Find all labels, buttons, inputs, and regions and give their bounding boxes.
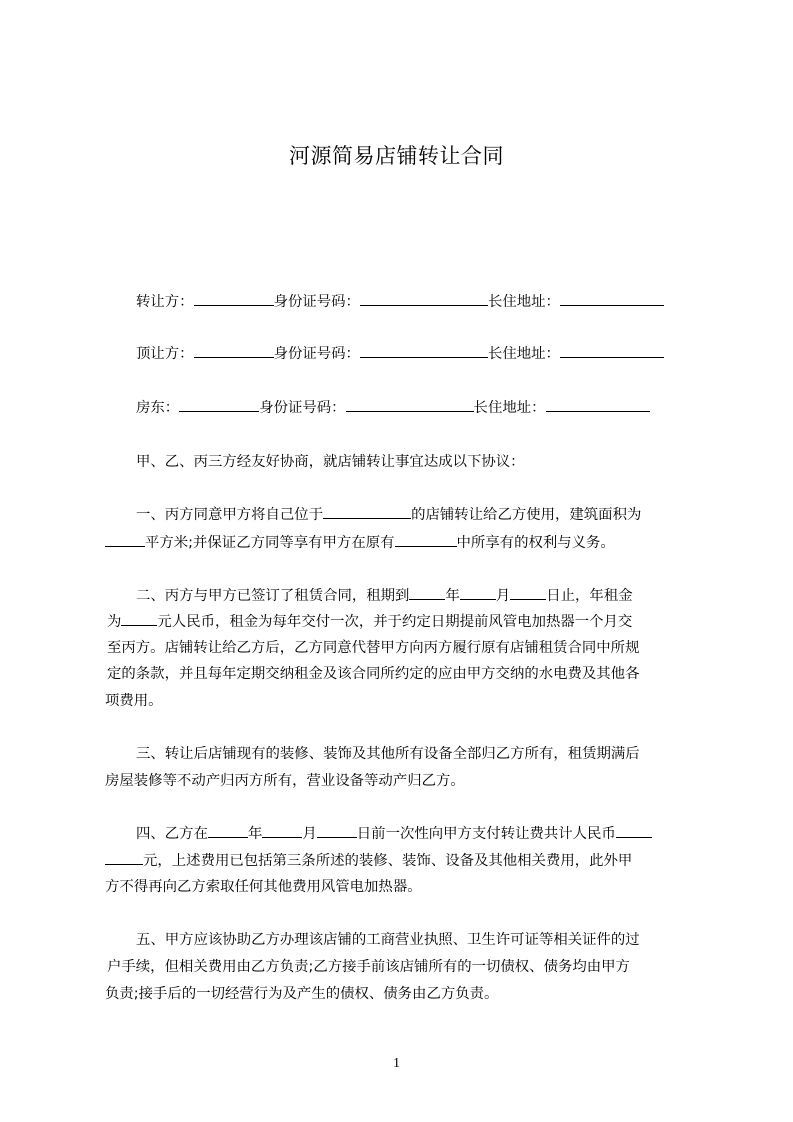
clause4-amount-blank-start [616,824,652,838]
landlord-address-blank [546,398,650,412]
clause1-line1 [136,505,641,525]
clause2-part-d: 元人民币，租金为每年交付一次，并于约定日期提前风管电加热器一个月交 [157,614,633,630]
clause2-year-label: 年 [445,588,460,604]
clause4-part-a: 四、乙方在 [136,826,208,842]
clause2-line2 [107,612,632,632]
clause4-month-label: 月 [302,826,317,842]
clause1-part-b: 的店铺转让给乙方使用，建筑面积为 [411,507,642,523]
transferor-id-blank [360,292,488,306]
clause2-day-blank [510,586,546,600]
clause2-line3: 至丙方。店铺转让给乙方后，乙方同意代替甲方向丙方履行原有店铺租赁合同中所规 [107,640,640,656]
clause4-month-blank [262,824,302,838]
page-number: 1 [393,1056,400,1071]
transferor-id-label: 身份证号码： [273,294,360,310]
clause1-contract-blank [395,533,457,547]
clause2-year-blank [409,586,445,600]
landlord-id-blank [346,398,474,412]
clause1-area-blank [105,533,145,547]
clause2-line1 [136,586,633,606]
transferee-line [136,344,664,364]
clause2-month-blank [460,586,496,600]
clause2-part-a: 二、丙方与甲方已签订了租赁合同，租期到 [136,588,410,604]
landlord-id-label: 身份证号码： [259,400,346,416]
clause3-line1: 三、转让后店铺现有的装修、装饰及其他所有设备全部归乙方所有，租赁期满后 [136,746,640,762]
transferor-address-label: 长住地址： [487,294,560,310]
transferor-name-blank [194,292,274,306]
clause2-part-b: 日止，年租金 [546,588,633,604]
clause2-line5: 项费用。 [105,693,163,709]
clause2-rent-blank [121,612,157,626]
clause4-line1 [136,824,652,844]
transferee-address-label: 长住地址： [487,346,560,362]
clause4-part-c: 元，上述费用已包括第三条所述的装修、装饰、设备及其他相关费用，此外甲 [143,853,633,869]
clause1-part-a: 一、丙方同意甲方将自己位于 [136,507,324,523]
clause1-part-c: 平方米;并保证乙方同等享有甲方在原有 [145,535,395,551]
clause4-part-b: 日前一次性向甲方支付转让费共计人民币 [356,826,616,842]
transferee-id-label: 身份证号码： [273,346,360,362]
intro-paragraph: 甲、乙、丙三方经友好协商，就店铺转让事宜达成以下协议： [136,454,525,470]
clause2-part-c: 为 [107,614,122,630]
page-title: 河源简易店铺转让合同 [289,144,504,168]
landlord-name-blank [179,398,259,412]
landlord-address-label: 长住地址： [473,400,546,416]
landlord-line [136,398,650,418]
transferee-id-blank [360,344,488,358]
transferor-address-blank [560,292,664,306]
clause2-month-label: 月 [495,588,511,604]
clause1-part-d: 中所享有的权利与义务。 [456,535,615,551]
clause4-line2 [105,851,632,871]
clause1-line2 [105,533,615,553]
clause4-day-blank [317,824,357,838]
transferee-label: 顶让方： [136,346,194,362]
landlord-label: 房东： [136,400,180,416]
transferor-line [136,292,664,312]
clause5-line2: 户手续，但相关费用由乙方负责;乙方接手前该店铺所有的一切债权、债务均由甲方 [107,959,630,975]
clause5-line3: 负责;接手后的一切经营行为及产生的债权、债务由乙方负责。 [105,986,499,1002]
clause4-amount-blank-end [105,851,143,865]
transferor-label: 转让方： [136,294,194,310]
clause2-line4: 定的条款，并且每年定期交纳租金及该合同所约定的应由甲方交纳的水电费及其他各 [107,666,640,682]
clause4-year-blank [208,824,248,838]
clause1-location-blank [323,505,411,519]
transferee-address-blank [560,344,664,358]
clause5-line1: 五、甲方应该协助乙方办理该店铺的工商营业执照、卫生许可证等相关证件的过 [136,932,640,948]
clause4-line3: 方不得再向乙方索取任何其他费用风管电加热器。 [105,879,422,895]
clause4-year-label: 年 [247,826,263,842]
transferee-name-blank [194,344,274,358]
clause3-line2: 房屋装修等不动产归丙方所有，营业设备等动产归乙方。 [105,773,465,789]
